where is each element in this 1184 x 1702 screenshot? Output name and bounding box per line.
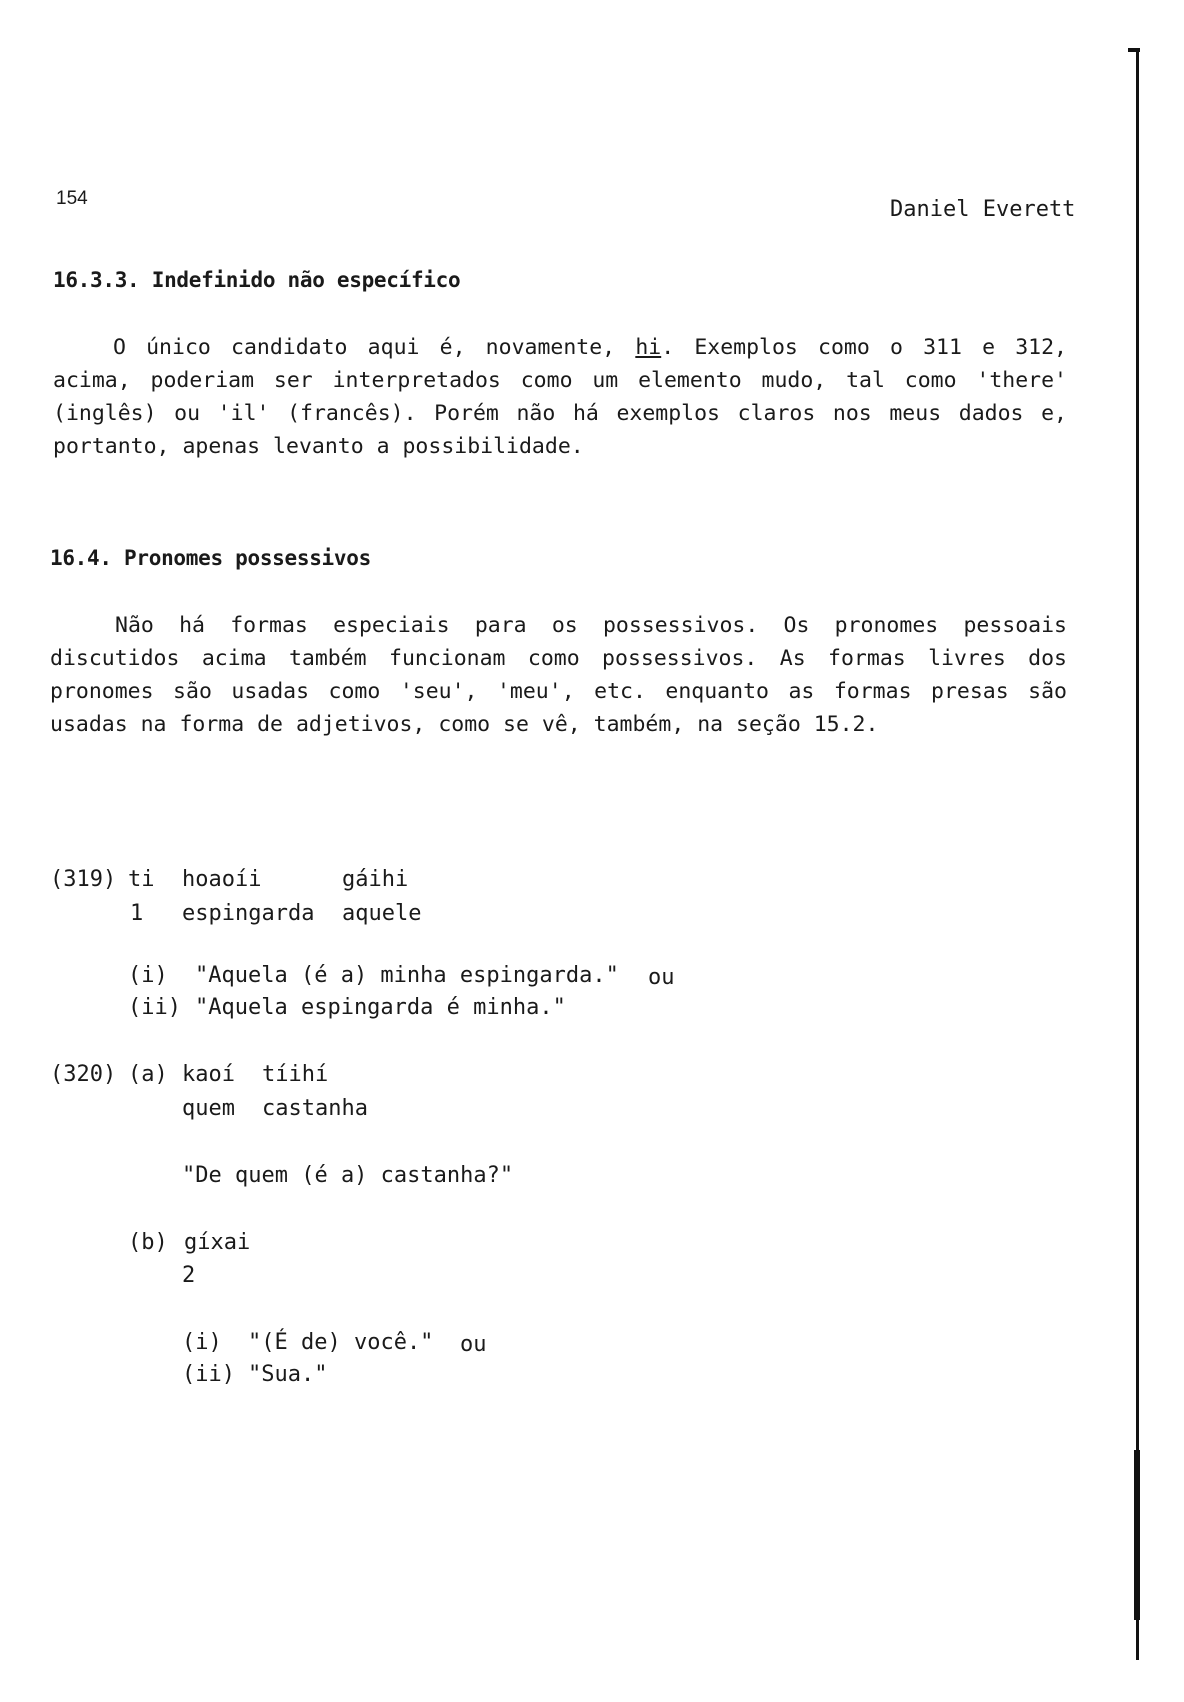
text-run: O único candidato aqui é, novamente, bbox=[113, 335, 636, 360]
example-word: gíxai bbox=[184, 1230, 251, 1255]
underlined-term: hi bbox=[635, 335, 662, 360]
translation-text: "Aquela (é a) minha espingarda." bbox=[195, 963, 619, 988]
paragraph-line: discutidos acima também funcionam como possessivos. As formas livres dos bbox=[50, 646, 1067, 671]
paragraph-line: acima, poderiam ser interpretados como um elemento mudo, tal como 'there' bbox=[53, 368, 1067, 393]
paragraph-line: usadas na forma de adjetivos, como se vê, também, na seção 15.2. bbox=[50, 712, 879, 737]
translation-label: (i) bbox=[182, 1330, 222, 1355]
page-edge-line bbox=[1136, 50, 1139, 1660]
paragraph-line: (inglês) ou 'il' (francês). Porém não há exemplos claros nos meus dados e, bbox=[53, 401, 1067, 426]
paragraph-line: pronomes são usadas como 'seu', 'meu', etc. enquanto as formas presas são bbox=[50, 679, 1067, 704]
translation-text: "De quem (é a) castanha?" bbox=[182, 1163, 514, 1188]
paragraph-indefinido bbox=[53, 331, 1067, 463]
section-heading-16-4: 16.4. Pronomes possessivos bbox=[50, 546, 371, 570]
paragraph-line: Não há formas especiais para os possessivos. Os pronomes pessoais bbox=[115, 613, 1067, 638]
example-number-320: (320) bbox=[50, 1062, 117, 1087]
example-word: gáihi bbox=[342, 867, 409, 892]
translation-text: "(É de) você." bbox=[248, 1330, 434, 1355]
example-sub-label-a: (a) bbox=[128, 1062, 168, 1087]
example-sub-label-b: (b) bbox=[128, 1230, 168, 1255]
paragraph-possessivos bbox=[50, 609, 1067, 741]
translation-label: (ii) bbox=[128, 995, 181, 1020]
example-gloss: espingarda bbox=[182, 901, 315, 926]
text-run: . Exemplos como o 311 e 312, bbox=[661, 335, 1068, 360]
example-number-319: (319) bbox=[50, 867, 117, 892]
example-gloss: 1 bbox=[130, 901, 144, 926]
translation-suffix: ou bbox=[460, 1332, 487, 1357]
page-number: 154 bbox=[56, 188, 88, 209]
translation-label: (i) bbox=[128, 963, 168, 988]
translation-suffix: ou bbox=[648, 965, 675, 990]
translation-text: "Sua." bbox=[248, 1362, 328, 1387]
section-heading-16-3-3: 16.3.3. Indefinido não específico bbox=[53, 268, 461, 292]
translation-text: "Aquela espingarda é minha." bbox=[195, 995, 566, 1020]
page-edge-shadow bbox=[1134, 1450, 1140, 1620]
example-gloss: castanha bbox=[262, 1096, 368, 1121]
paragraph-line: portanto, apenas levanto a possibilidade. bbox=[53, 434, 584, 459]
example-word: kaoí bbox=[182, 1062, 235, 1087]
running-header-author: Daniel Everett bbox=[890, 197, 1076, 222]
paragraph-line bbox=[53, 331, 1067, 364]
example-gloss: 2 bbox=[182, 1263, 196, 1288]
example-gloss: quem bbox=[182, 1096, 235, 1121]
example-gloss: aquele bbox=[342, 901, 422, 926]
example-word: ti bbox=[128, 867, 155, 892]
example-word: tíihí bbox=[262, 1062, 329, 1087]
translation-label: (ii) bbox=[182, 1362, 235, 1387]
example-word: hoaoíi bbox=[182, 867, 262, 892]
